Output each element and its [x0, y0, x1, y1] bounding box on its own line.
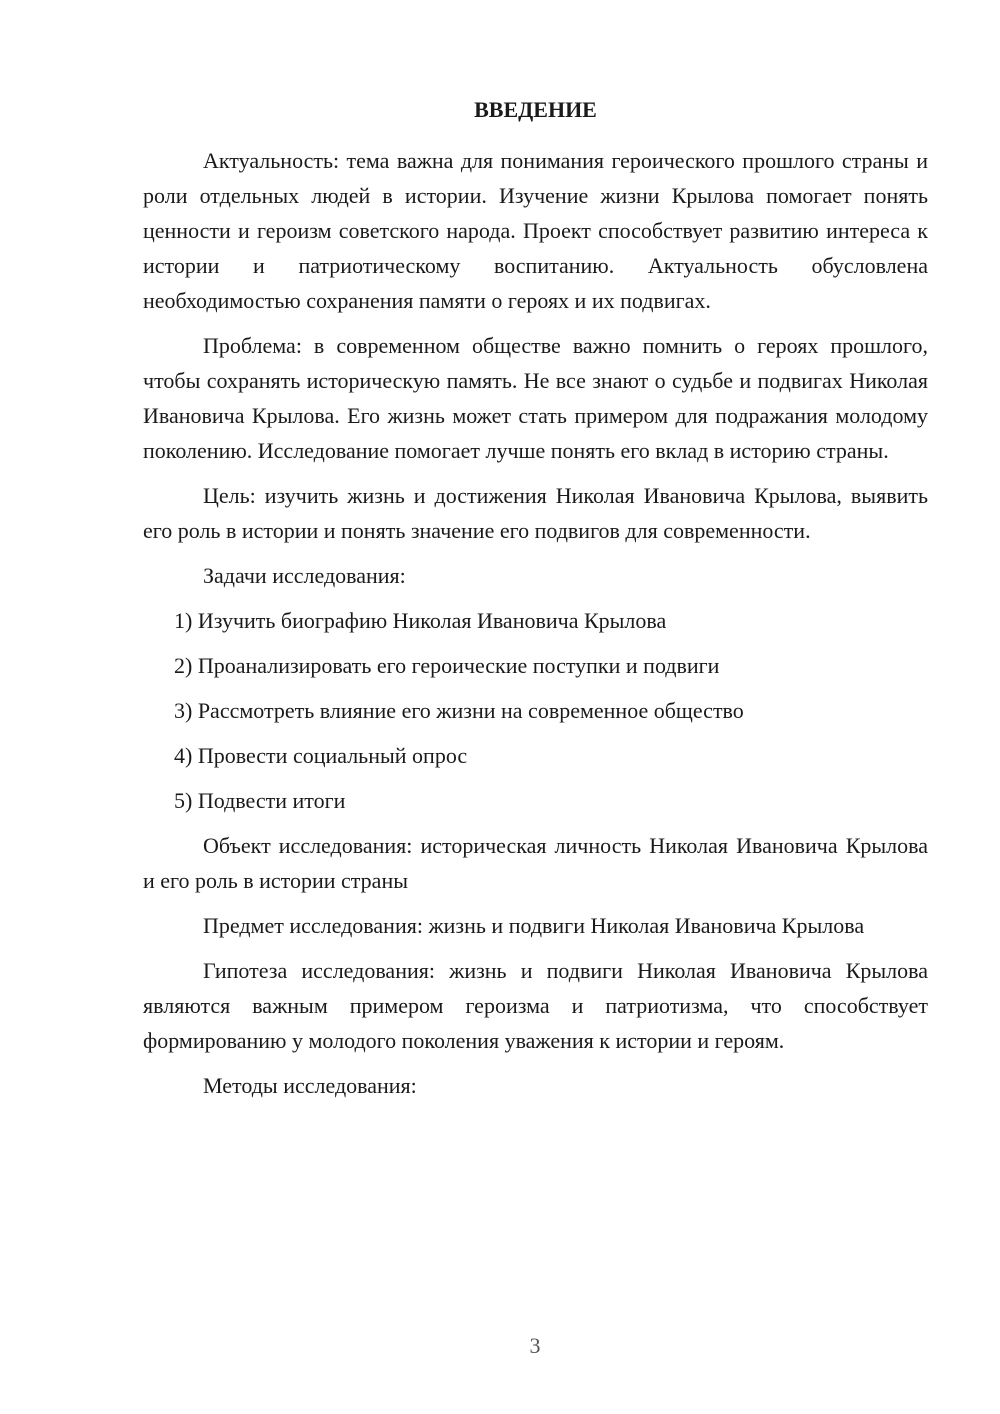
task-item-2: 2) Проанализировать его героические поступки и подвиги: [174, 653, 720, 678]
page-title: ВВЕДЕНИЕ: [474, 97, 597, 122]
tasks-label: Задачи исследования:: [203, 563, 406, 588]
object-paragraph: Объект исследования: историческая личность Николая Ивановича Крылова и его роль в истории страны: [143, 833, 928, 893]
document-page: [143, 92, 928, 1113]
task-item-1: 1) Изучить биографию Николая Ивановича Крылова: [174, 608, 667, 633]
relevance-paragraph: Актуальность: тема важна для понимания героического прошлого страны и роли отдельных людей в истории. Изучение жизни Крылова помогает понять ценности и героизм советского народа. Проект способствует развитию интереса к истории и патриотическому воспитанию. Актуальность обусловлена необходимостью сохранения памяти о героях и их подвигах.: [143, 148, 928, 313]
hypothesis-paragraph: Гипотеза исследования: жизнь и подвиги Николая Ивановича Крылова являются важным примером героизма и патриотизма, что способствует формированию у молодого поколения уважения к истории и героям.: [143, 958, 928, 1053]
page-number: 3: [529, 1333, 541, 1358]
subject-paragraph: Предмет исследования: жизнь и подвиги Николая Ивановича Крылова: [203, 913, 865, 938]
tasks-list: [143, 603, 928, 818]
methods-paragraph: Методы исследования:: [203, 1073, 417, 1098]
problem-paragraph: Проблема: в современном обществе важно помнить о героях прошлого, чтобы сохранять историческую память. Не все знают о судьбе и подвигах Николая Ивановича Крылова. Его жизнь может стать примером для подражания молодому поколению. Исследование помогает лучше понять его вклад в историю страны.: [143, 333, 928, 463]
task-item-5: 5) Подвести итоги: [174, 788, 346, 813]
task-item-4: 4) Провести социальный опрос: [174, 743, 468, 768]
task-item-3: 3) Рассмотреть влияние его жизни на современное общество: [174, 698, 744, 723]
goal-paragraph: Цель: изучить жизнь и достижения Николая Ивановича Крылова, выявить его роль в истории и понять значение его подвигов для современности.: [143, 483, 928, 543]
